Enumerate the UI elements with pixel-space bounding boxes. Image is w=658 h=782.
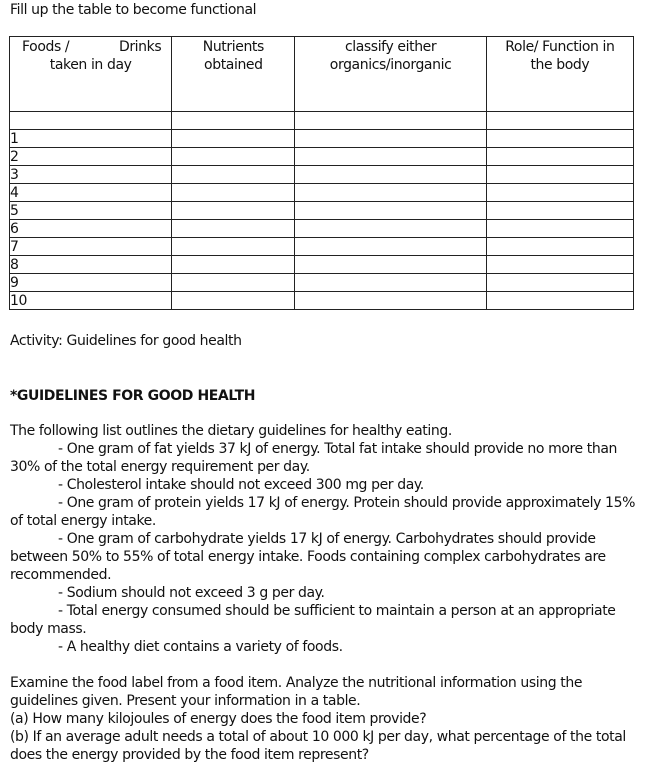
table-row [10,256,634,274]
nutrients-cell[interactable] [172,112,295,130]
classify-cell[interactable] [295,202,486,220]
table-row [10,112,634,130]
question-a: (a) How many kilojoules of energy does the food item provide? [10,711,427,727]
row-number: 4 [10,184,172,202]
header-foods-label: Foods / [22,39,70,55]
classify-cell[interactable] [295,274,486,292]
table-header-row [10,37,634,112]
table-row [10,130,634,148]
classify-cell[interactable] [295,220,486,238]
nutrients-cell[interactable] [172,256,295,274]
row-number: 9 [10,274,172,292]
row-number: 5 [10,202,172,220]
classify-cell[interactable] [295,238,486,256]
guideline-protein: - One gram of protein yields 17 kJ of energy. Protein should provide approximately 15% of total energy intake. [10,495,635,529]
guidelines-body [10,422,640,764]
header-drinks-label: Drinks [118,39,162,55]
row-number: 3 [10,166,172,184]
table-row [10,238,634,256]
guideline-sodium: - Sodium should not exceed 3 g per day. [58,585,325,601]
header-role-function: Role/ Function in the body [486,37,633,112]
row-number [10,112,172,130]
role-cell[interactable] [486,220,633,238]
role-cell[interactable] [486,256,633,274]
table-row [10,220,634,238]
header-foods-drinks [10,37,172,112]
role-cell[interactable] [486,184,633,202]
classify-cell[interactable] [295,148,486,166]
nutrients-cell[interactable] [172,130,295,148]
row-number: 1 [10,130,172,148]
activity-title: Activity: Guidelines for good health [10,333,242,349]
classify-cell[interactable] [295,112,486,130]
nutrients-cell[interactable] [172,148,295,166]
nutrients-cell[interactable] [172,184,295,202]
table-row [10,202,634,220]
guideline-cholesterol: - Cholesterol intake should not exceed 300 mg per day. [58,477,424,493]
role-cell[interactable] [486,112,633,130]
role-cell[interactable] [486,238,633,256]
instruction-text: Fill up the table to become functional [10,2,257,18]
classify-cell[interactable] [295,184,486,202]
row-number: 8 [10,256,172,274]
row-number: 7 [10,238,172,256]
row-number: 6 [10,220,172,238]
examine-paragraph: Examine the food label from a food item. Analyze the nutritional information using the guidelines given. Present your information in a table. [10,675,583,709]
table-row [10,148,634,166]
role-cell[interactable] [486,292,633,310]
nutrients-cell[interactable] [172,292,295,310]
nutrition-table [9,36,634,310]
header-taken-label: taken in day [49,57,132,73]
role-cell[interactable] [486,166,633,184]
row-number: 10 [10,292,172,310]
nutrients-cell[interactable] [172,220,295,238]
table-row [10,184,634,202]
nutrients-cell[interactable] [172,274,295,292]
role-cell[interactable] [486,130,633,148]
guideline-variety: - A healthy diet contains a variety of foods. [58,639,343,655]
nutrients-cell[interactable] [172,166,295,184]
role-cell[interactable] [486,274,633,292]
guideline-fat: - One gram of fat yields 37 kJ of energy. Total fat intake should provide no more than 30% of the total energy requirement per day. [10,441,618,475]
row-number: 2 [10,148,172,166]
classify-cell[interactable] [295,166,486,184]
question-b: (b) If an average adult needs a total of about 10 000 kJ per day, what percentage of the total does the energy provided by the food item represent? [10,729,626,763]
guidelines-heading: *GUIDELINES FOR GOOD HEALTH [10,388,256,404]
header-classify: classify either organics/inorganic [295,37,486,112]
guideline-carbohydrate: - One gram of carbohydrate yields 17 kJ of energy. Carbohydrates should provide between 50% to 55% of total energy intake. Foods containing complex carbohydrates are recommended. [10,531,606,583]
role-cell[interactable] [486,148,633,166]
header-nutrients: Nutrients obtained [172,37,295,112]
table-row [10,292,634,310]
nutrients-cell[interactable] [172,202,295,220]
guideline-energy: - Total energy consumed should be sufficient to maintain a person at an appropriate body mass. [10,603,616,637]
classify-cell[interactable] [295,256,486,274]
table-row [10,166,634,184]
nutrients-cell[interactable] [172,238,295,256]
role-cell[interactable] [486,202,633,220]
intro-paragraph: The following list outlines the dietary guidelines for healthy eating. [10,423,452,439]
classify-cell[interactable] [295,292,486,310]
table-row [10,274,634,292]
classify-cell[interactable] [295,130,486,148]
